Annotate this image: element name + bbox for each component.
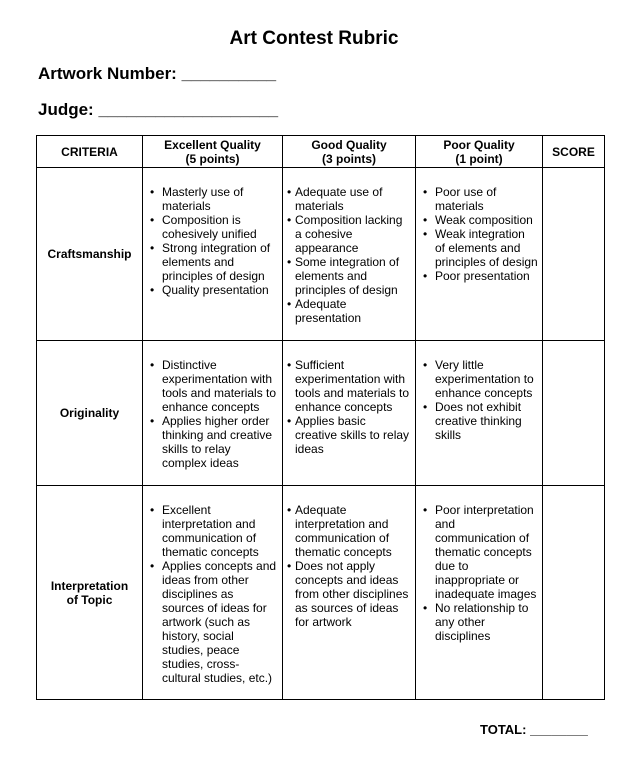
list-item: • No relationship to any other disciplines bbox=[420, 601, 538, 643]
list-item: • Weak integration of elements and principles of design bbox=[420, 227, 538, 269]
table-row bbox=[37, 341, 605, 486]
score-cell[interactable] bbox=[543, 486, 605, 700]
total-field: TOTAL: ________ bbox=[480, 722, 588, 737]
list-item: • Some integration of elements and principles of design bbox=[287, 255, 411, 297]
good-cell bbox=[283, 486, 416, 700]
excellent-cell bbox=[143, 341, 283, 486]
good-cell bbox=[283, 168, 416, 341]
score-cell[interactable] bbox=[543, 168, 605, 341]
poor-quality-points: (1 point) bbox=[455, 151, 503, 166]
list-item: • Quality presentation bbox=[147, 283, 278, 297]
good-quality-title: Good Quality bbox=[311, 137, 387, 152]
list-item: • Poor use of materials bbox=[420, 185, 538, 213]
poor-quality-title: Poor Quality bbox=[443, 137, 515, 152]
criteria-cell-originality: Originality bbox=[37, 341, 143, 486]
list-item: • Masterly use of materials bbox=[147, 185, 278, 213]
list-item: • Adequate presentation bbox=[287, 297, 411, 325]
criteria-label-line: of Topic bbox=[66, 592, 113, 607]
criteria-header: CRITERIA bbox=[37, 136, 143, 168]
list-item: • Distinctive experimentation with tools and materials to enhance concepts bbox=[147, 358, 278, 414]
rubric-table bbox=[36, 135, 605, 700]
artwork-number-field: Artwork Number: __________ bbox=[38, 64, 277, 83]
judge-field: Judge: ___________________ bbox=[38, 100, 279, 119]
table-row bbox=[37, 168, 605, 341]
list-item: • Does not exhibit creative thinking skills bbox=[420, 400, 538, 442]
criteria-label-line: Interpretation bbox=[50, 578, 129, 593]
list-item: • Applies concepts and ideas from other disciplines as sources of ideas for artwork (such as history, social studies, peace studies, cross-cultural studies, etc.) bbox=[147, 559, 278, 685]
good-quality-points: (3 points) bbox=[322, 151, 376, 166]
criteria-cell-craftsmanship: Craftsmanship bbox=[37, 168, 143, 341]
list-item: • Composition is cohesively unified bbox=[147, 213, 278, 241]
score-cell[interactable] bbox=[543, 341, 605, 486]
excellent-cell bbox=[143, 168, 283, 341]
good-cell bbox=[283, 341, 416, 486]
score-header: SCORE bbox=[543, 136, 605, 168]
list-item: • Poor interpretation and communication of thematic concepts due to inappropriate or inadequate images bbox=[420, 503, 538, 601]
table-row bbox=[37, 486, 605, 700]
list-item: • Applies basic creative skills to relay ideas bbox=[287, 414, 411, 456]
criteria-cell-interpretation bbox=[37, 486, 143, 700]
good-quality-header bbox=[283, 136, 416, 168]
list-item: • Composition lacking a cohesive appearance bbox=[287, 213, 411, 255]
list-item: • Very little experimentation to enhance concepts bbox=[420, 358, 538, 400]
list-item: • Sufficient experimentation with tools and materials to enhance concepts bbox=[287, 358, 411, 414]
excellent-quality-header bbox=[143, 136, 283, 168]
excellent-quality-points: (5 points) bbox=[185, 151, 240, 166]
poor-cell bbox=[416, 341, 543, 486]
list-item: • Poor presentation bbox=[420, 269, 538, 283]
document-title: Art Contest Rubric bbox=[229, 28, 399, 49]
list-item: • Weak composition bbox=[420, 213, 538, 227]
header-row bbox=[37, 136, 605, 168]
list-item: • Excellent interpretation and communication of thematic concepts bbox=[147, 503, 278, 559]
list-item: • Adequate interpretation and communication of thematic concepts bbox=[287, 503, 411, 559]
poor-cell bbox=[416, 168, 543, 341]
excellent-quality-title: Excellent Quality bbox=[164, 137, 261, 152]
list-item: • Strong integration of elements and principles of design bbox=[147, 241, 278, 283]
excellent-cell bbox=[143, 486, 283, 700]
list-item: • Adequate use of materials bbox=[287, 185, 411, 213]
poor-cell bbox=[416, 486, 543, 700]
poor-quality-header bbox=[416, 136, 543, 168]
list-item: • Does not apply concepts and ideas from other disciplines as sources of ideas for artwork bbox=[287, 559, 411, 629]
list-item: • Applies higher order thinking and creative skills to relay complex ideas bbox=[147, 414, 278, 470]
